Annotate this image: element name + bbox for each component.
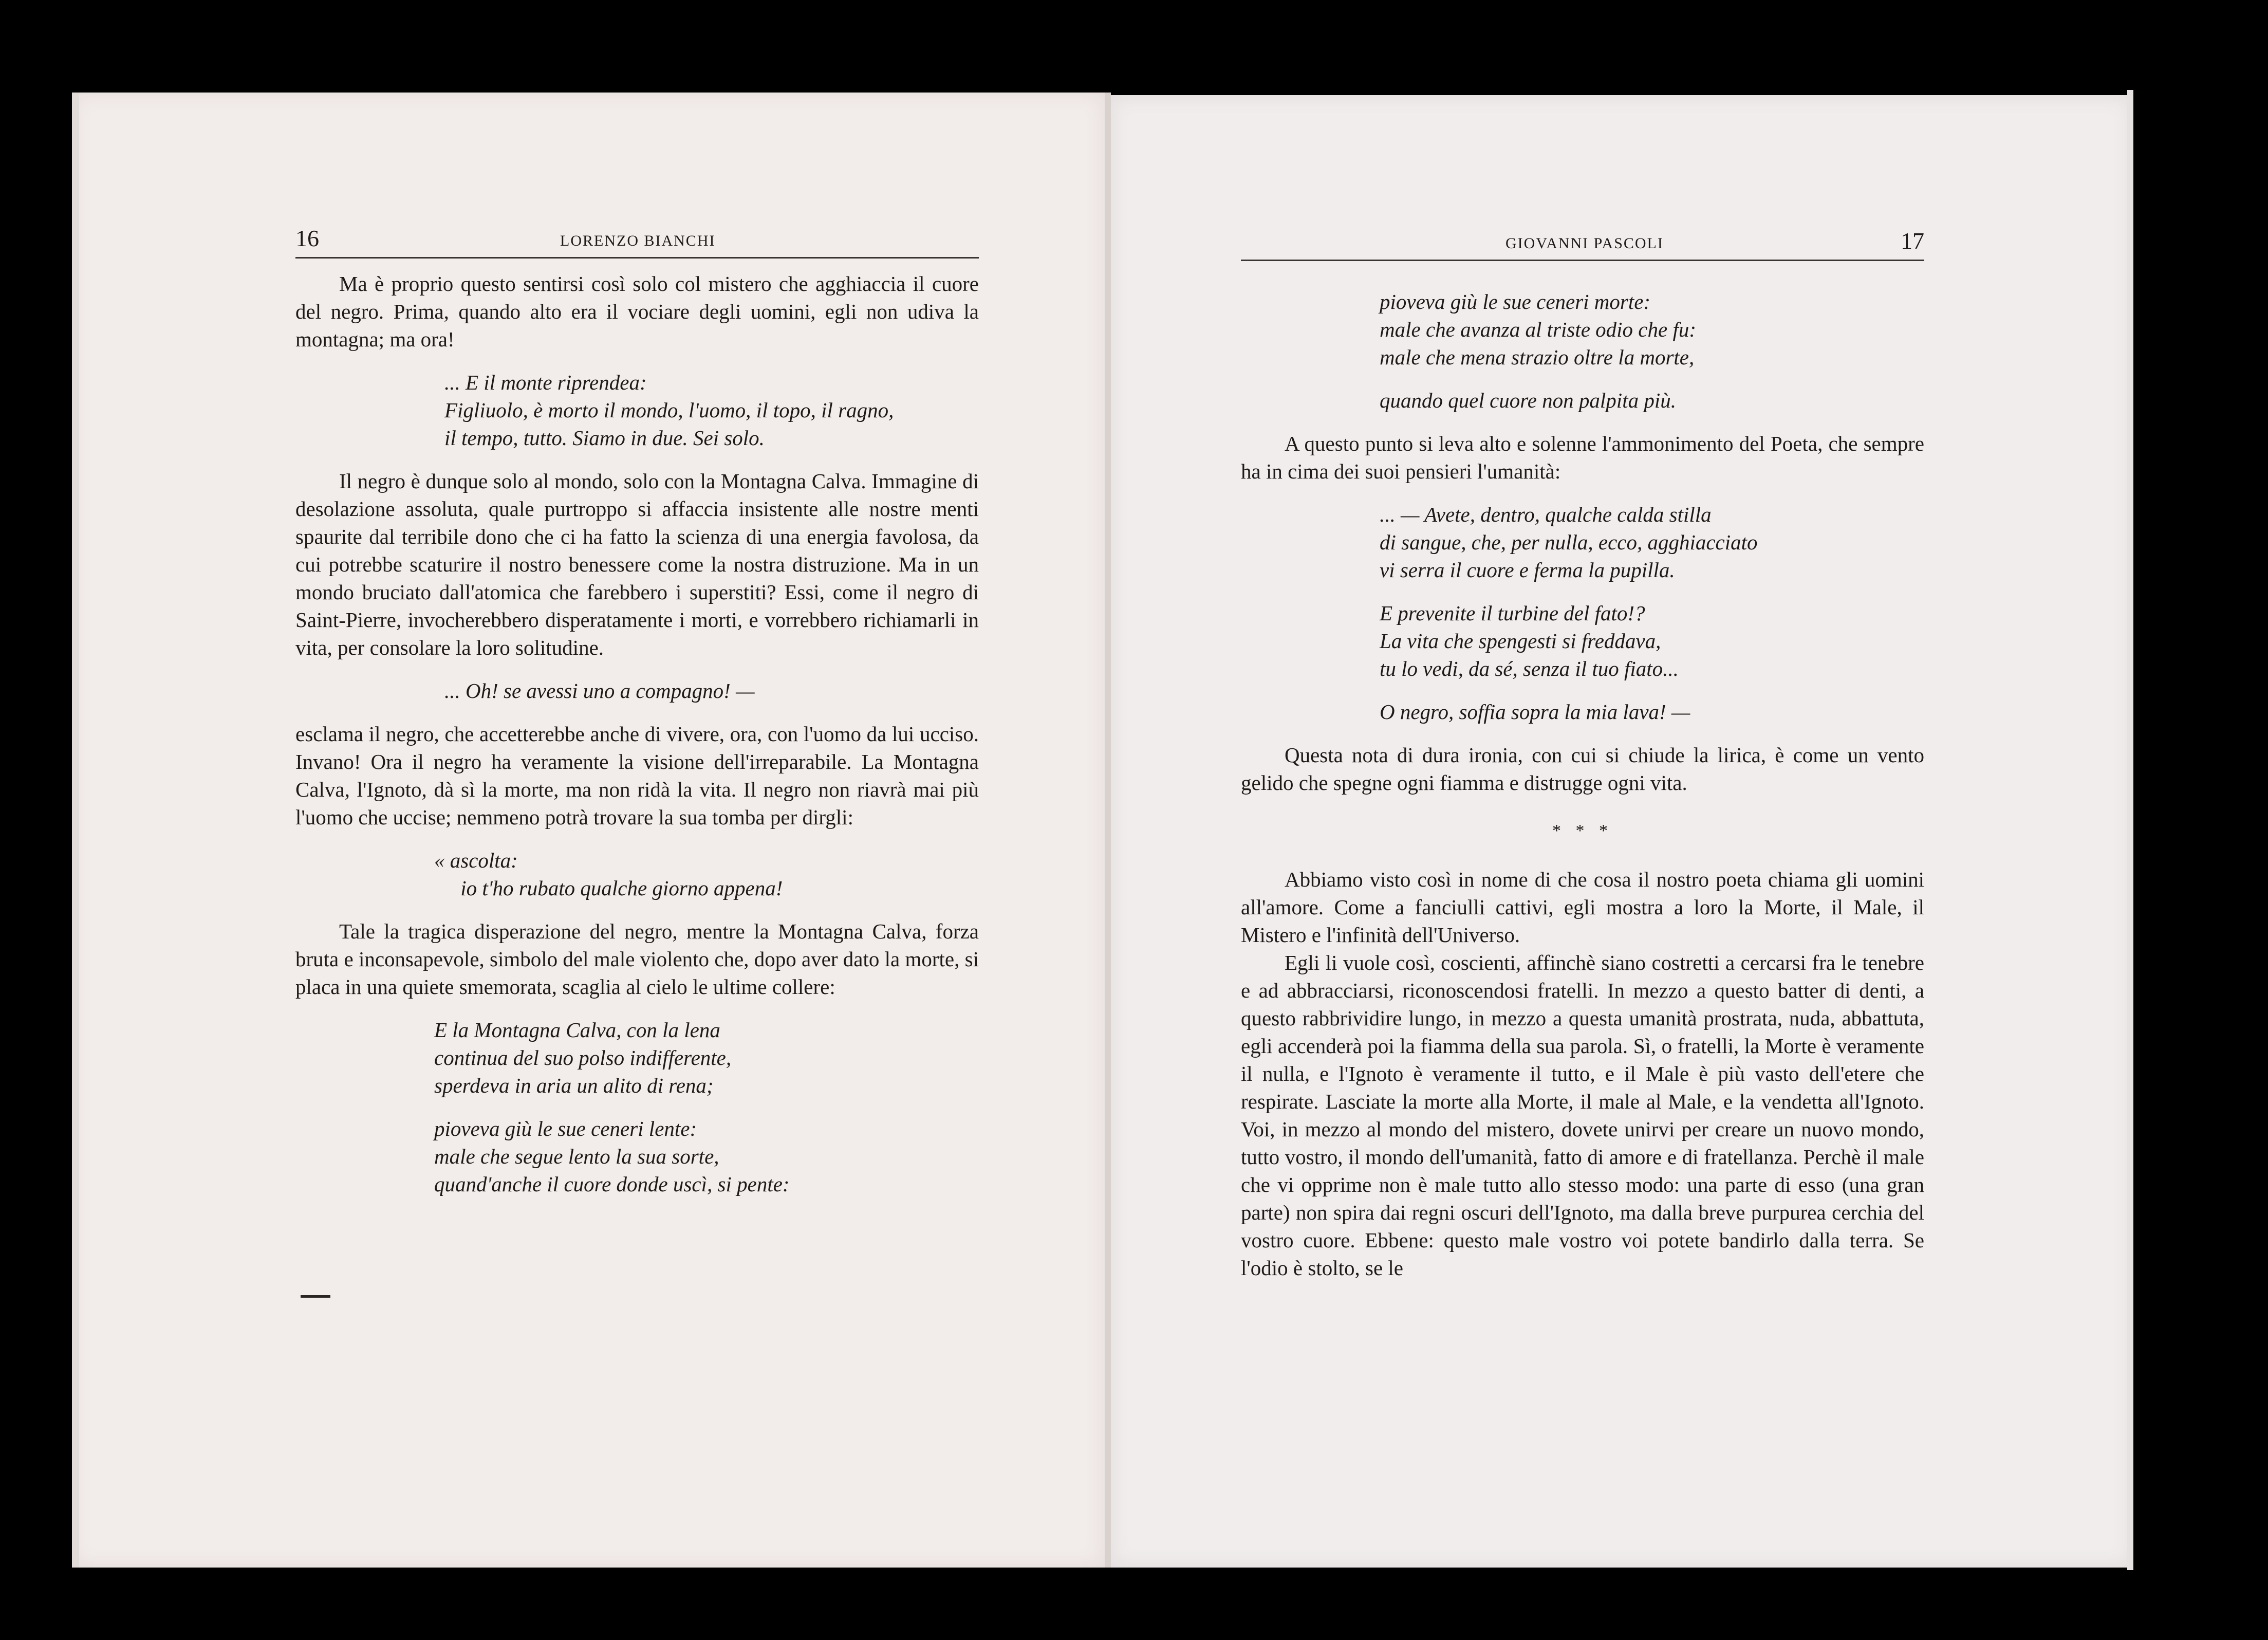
right-page-number: 17 bbox=[1901, 228, 1924, 254]
verse-line: quand'anche il cuore donde uscì, si pente: bbox=[434, 1172, 790, 1196]
verse-line: Figliuolo, è morto il mondo, l'uomo, il topo, il ragno, bbox=[444, 398, 894, 422]
verse-line: tu lo vedi, da sé, senza il tuo fiato... bbox=[1380, 657, 1679, 680]
verse-stanza bbox=[1241, 288, 1924, 371]
left-text-column bbox=[295, 270, 979, 1213]
book-gutter bbox=[1105, 93, 1111, 1568]
verse-stanza bbox=[1241, 698, 1924, 726]
verse-line: male che avanza al triste odio che fu: bbox=[1380, 318, 1697, 341]
verse-line: « ascolta: bbox=[434, 849, 518, 872]
verse-line: ... Oh! se avessi uno a compagno! — bbox=[444, 679, 755, 703]
right-page-edge bbox=[2127, 90, 2133, 1570]
verse-stanza bbox=[295, 368, 979, 452]
verse-line: ... — Avete, dentro, qualche calda stilla bbox=[1380, 503, 1712, 526]
left-running-head bbox=[295, 226, 979, 259]
verse-line: di sangue, che, per nulla, ecco, agghiacciato bbox=[1380, 530, 1758, 554]
left-running-title: LORENZO BIANCHI bbox=[560, 232, 716, 249]
verse-line: pioveva giù le sue ceneri lente: bbox=[434, 1117, 697, 1140]
verse-line: La vita che spengesti si freddava, bbox=[1380, 629, 1661, 653]
verse-stanza bbox=[295, 1016, 979, 1099]
verse-line: E la Montagna Calva, con la lena bbox=[434, 1018, 720, 1042]
verse-stanza bbox=[295, 677, 979, 705]
verse-line: E prevenite il turbine del fato!? bbox=[1380, 601, 1645, 625]
right-running-title: GIOVANNI PASCOLI bbox=[1505, 235, 1664, 252]
section-separator: * * * bbox=[1552, 821, 1613, 840]
right-running-head bbox=[1241, 229, 1924, 261]
verse-line: male che segue lento la sua sorte, bbox=[434, 1145, 719, 1168]
verse-line: il tempo, tutto. Siamo in due. Sei solo. bbox=[444, 426, 765, 450]
paragraph: A questo punto si leva alto e solenne l'ammonimento del Poeta, che sempre ha in cima dei suoi pensieri l'umanità: bbox=[1241, 432, 1924, 483]
verse-line: io t'ho rubato qualche giorno appena! bbox=[434, 876, 783, 900]
left-page-number: 16 bbox=[295, 225, 319, 251]
verse-line: quando quel cuore non palpita più. bbox=[1380, 389, 1676, 412]
paragraph: Questa nota di dura ironia, con cui si chiude la lirica, è come un vento gelido che spegne ogni fiamma e distrugge ogni vita. bbox=[1241, 743, 1924, 795]
verse-line: vi serra il cuore e ferma la pupilla. bbox=[1380, 558, 1675, 582]
verse-line: O negro, soffia sopra la mia lava! — bbox=[1380, 700, 1690, 724]
verse-stanza bbox=[295, 846, 979, 902]
paragraph: esclama il negro, che accetterebbe anche di vivere, ora, con l'uomo da lui ucciso. Invano! Ora il negro ha veramente la visione dell'irreparabile. La Montagna Calva, l'Ignoto, dà sì la morte, ma non ridà la vita. Il negro non riavrà mai più l'uomo che uccise; nemmeno potrà trovare la sua tomba per dirgli: bbox=[295, 722, 979, 829]
verse-line: sperdeva in aria un alito di rena; bbox=[434, 1074, 714, 1097]
paragraph: Tale la tragica disperazione del negro, mentre la Montagna Calva, forza bruta e inconsapevole, simbolo del male violento che, dopo aver dato la morte, si placa in una quiete smemorata, scaglia al cielo le ultime collere: bbox=[295, 919, 979, 999]
verse-stanza bbox=[1241, 386, 1924, 414]
verse-line: continua del suo polso indifferente, bbox=[434, 1046, 732, 1070]
left-page-edge bbox=[72, 93, 79, 1568]
verse-stanza bbox=[1241, 599, 1924, 683]
paragraph: Abbiamo visto così in nome di che cosa il nostro poeta chiama gli uomini all'amore. Come a fanciulli cattivi, egli mostra a loro la Morte, il Male, il Mistero e l'infinità dell'Universo. bbox=[1241, 868, 1924, 947]
right-text-column bbox=[1241, 272, 1924, 1282]
verse-stanza bbox=[295, 1115, 979, 1198]
verse-line: ... E il monte riprendea: bbox=[444, 371, 647, 394]
margin-mark bbox=[301, 1295, 330, 1298]
paragraph: Il negro è dunque solo al mondo, solo con la Montagna Calva. Immagine di desolazione assoluta, quale purtroppo si affaccia insistente alle nostre menti spaurite dal terribile dono che ci ha fatto la scienza di una energia favolosa, da cui potrebbe scaturire il nostro benessere come la nostra distruzione. Ma in un mondo bruciato dall'atomica che farebbero i superstiti? Essi, come il negro di Saint-Pierre, invocherebbero disperatamente i morti, e vorrebbero richiamarli in vita, per consolare la loro solitudine. bbox=[295, 469, 979, 659]
paragraph: Ma è proprio questo sentirsi così solo col mistero che agghiaccia il cuore del negro. Prima, quando alto era il vociare degli uomini, egli non udiva la montagna; ma ora! bbox=[295, 272, 979, 351]
paragraph: Egli li vuole così, coscienti, affinchè siano costretti a cercarsi fra le tenebre e ad abbracciarsi, riconoscendosi fratelli. In mezzo a questo batter di denti, a questo rabbrividire lungo, in mezzo a questa umanità prostrata, nuda, abbattuta, egli accenderà poi la fiamma della sua parola. Sì, o fratelli, la Morte è veramente il nulla, e l'Ignoto è veramente il tutto, e il Male è più vasto dell'etere che respirate. Lasciate la morte alla Morte, il male al Male, e la vendetta all'Ignoto. Voi, in mezzo al mondo del mistero, dovete unirvi per creare un nuovo mondo, tutto vostro, il mondo dell'umanità, fatto di amore e di fratellanza. Perchè il male che vi opprime non è male tutto allo stesso modo: una parte di esso (una gran parte) non spira dai regni oscuri dell'Ignoto, ma dalla breve purpurea cerchia del vostro cuore. Ebbene: questo male vostro voi potete bandirlo dalla terra. Se l'odio è stolto, se le bbox=[1241, 951, 1924, 1280]
verse-line: pioveva giù le sue ceneri morte: bbox=[1380, 290, 1651, 314]
verse-line: male che mena strazio oltre la morte, bbox=[1380, 345, 1695, 369]
verse-stanza bbox=[1241, 501, 1924, 584]
